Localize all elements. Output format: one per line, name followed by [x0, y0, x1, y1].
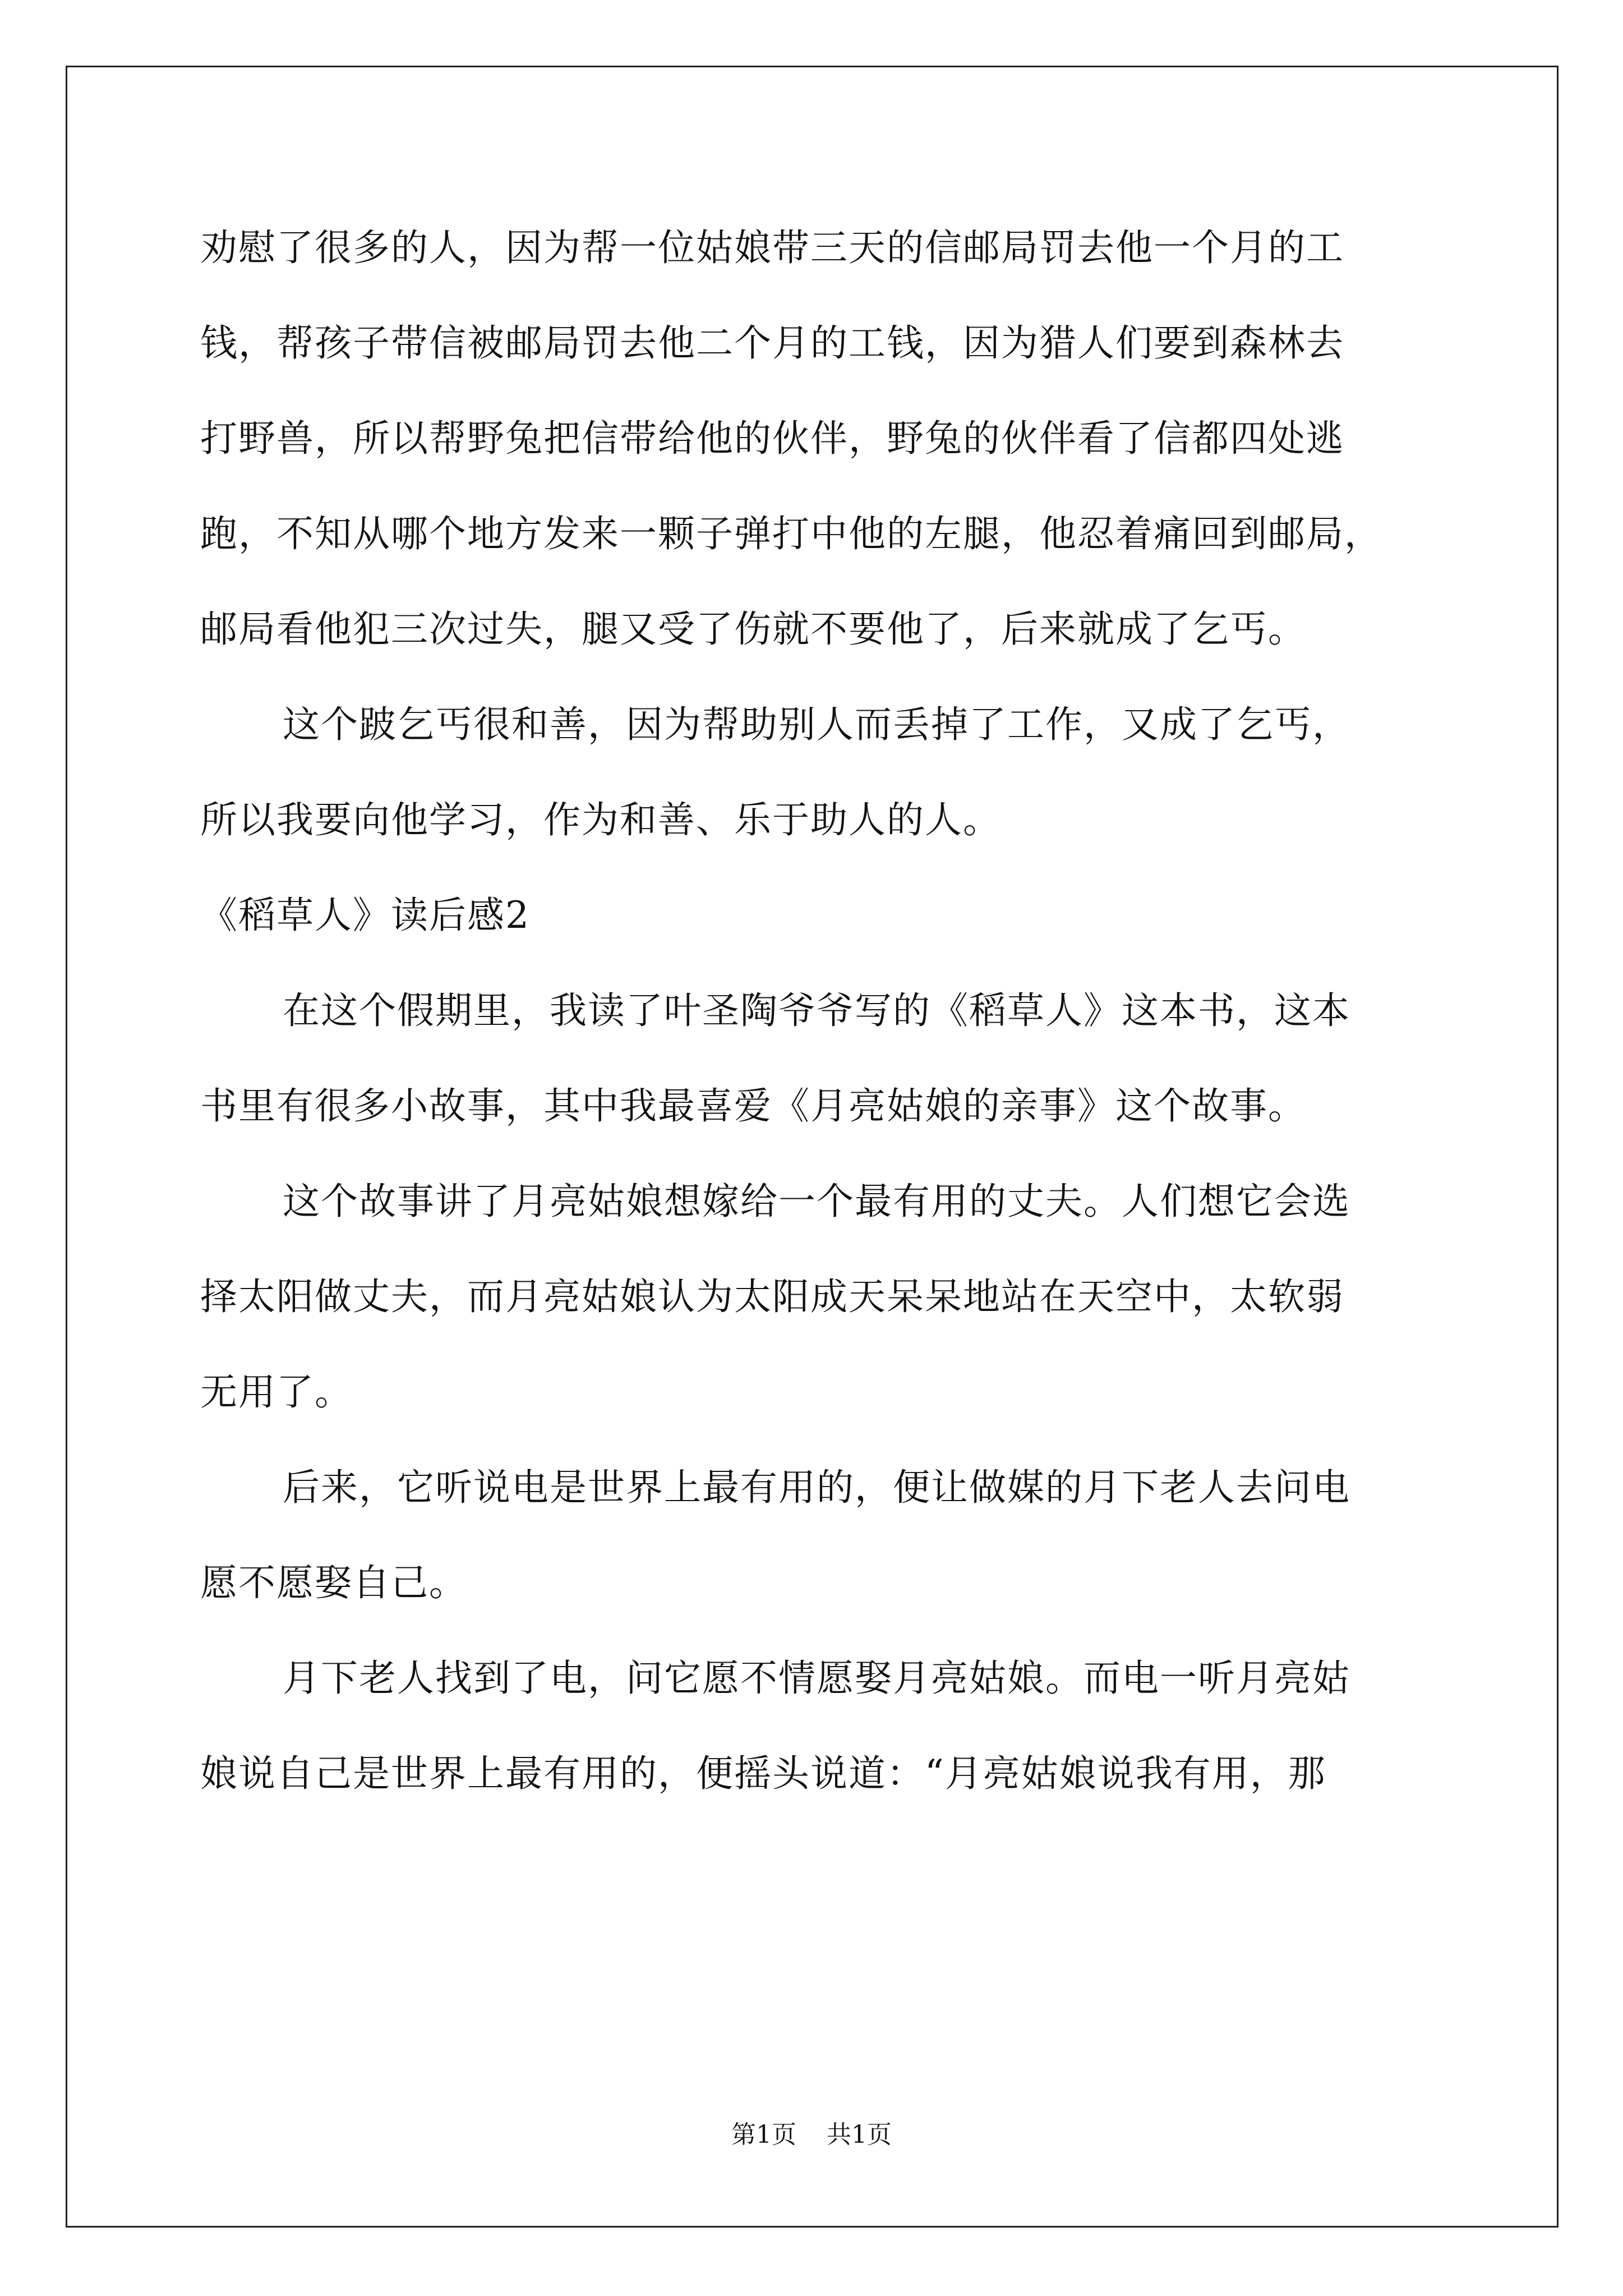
page-number-label: 第1页: [731, 2120, 796, 2149]
body-line-7: 所以我要向他学习，作为和善、乐于助人的人。: [200, 798, 1001, 841]
body-line-14: 后来，它听说电是世界上最有用的，便让做媒的月下老人去问电: [283, 1466, 1350, 1509]
body-line-12: 择太阳做丈夫，而月亮姑娘认为太阳成天呆呆地站在天空中，太软弱: [200, 1275, 1344, 1318]
page-border: [66, 66, 1559, 2228]
body-line-6: 这个跛乞丐很和善，因为帮助别人而丢掉了工作，又成了乞丐，: [283, 703, 1350, 746]
body-line-16: 月下老人找到了电，问它愿不情愿娶月亮姑娘。而电一听月亮姑: [283, 1657, 1350, 1700]
body-line-11: 这个故事讲了月亮姑娘想嫁给一个最有用的丈夫。人们想它会选: [283, 1180, 1350, 1223]
body-line-4: 跑，不知从哪个地方发来一颗子弹打中他的左腿，他忍着痛回到邮局，: [200, 512, 1382, 555]
page-total-label: 共1页: [827, 2120, 892, 2149]
body-line-13: 无用了。: [200, 1370, 353, 1414]
body-line-5: 邮局看他犯三次过失，腿又受了伤就不要他了，后来就成了乞丐。: [200, 608, 1306, 651]
page-footer: [0, 2119, 1623, 2151]
body-line-3: 打野兽，所以帮野兔把信带给他的伙伴，野兔的伙伴看了信都四处逃: [200, 417, 1344, 460]
body-line-15: 愿不愿娶自己。: [200, 1561, 467, 1604]
body-line-17: 娘说自己是世界上最有用的，便摇头说道：“月亮姑娘说我有用，那: [200, 1752, 1326, 1795]
body-line-9: 在这个假期里，我读了叶圣陶爷爷写的《稻草人》这本书，这本: [283, 989, 1350, 1032]
body-line-1: 劝慰了很多的人，因为帮一位姑娘带三天的信邮局罚去他一个月的工: [200, 226, 1344, 269]
section-heading: 《稻草人》读后感2: [200, 894, 530, 937]
body-line-2: 钱，帮孩子带信被邮局罚去他二个月的工钱，因为猎人们要到森林去: [200, 321, 1344, 365]
body-line-10: 书里有很多小故事，其中我最喜爱《月亮姑娘的亲事》这个故事。: [200, 1084, 1306, 1128]
